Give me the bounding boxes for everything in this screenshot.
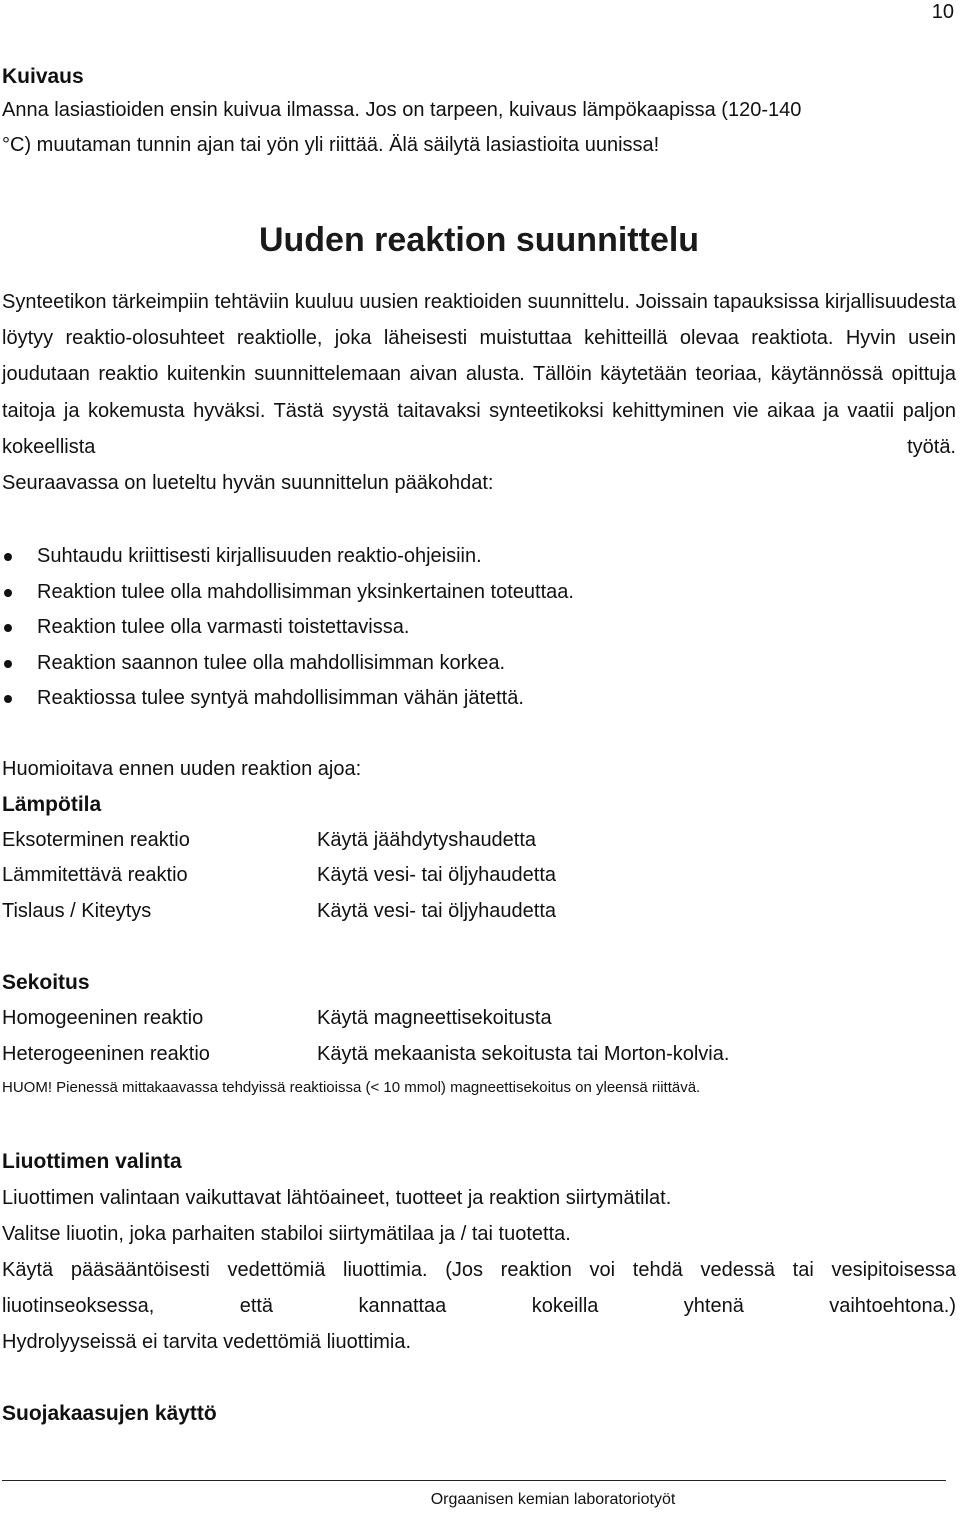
table-row (2, 858, 956, 894)
temperature-condition: Tislaus / Kiteytys (2, 899, 152, 922)
list-item (2, 646, 956, 682)
mixing-condition: Homogeeninen reaktio (2, 1007, 204, 1030)
page-number: 10 (931, 1, 954, 23)
list-item-text: Reaktion saannon tulee olla mahdollisimman korkea. (37, 651, 506, 674)
temperature-advice: Käytä vesi- tai öljyhaudetta (317, 864, 557, 887)
section-heading-solvent: Liuottimen valinta (2, 1150, 182, 1174)
list-item (2, 610, 956, 646)
intro-last-line: Seuraavassa on lueteltu hyvän suunnittelun pääkohdat: (2, 472, 494, 495)
bullet-icon (4, 695, 12, 703)
list-item (2, 575, 956, 611)
kuivaus-line-2: °C) muutaman tunnin ajan tai yön yli riittää. Älä säilytä lasiastioita uunissa! (2, 134, 660, 156)
solvent-line-last: Hydrolyyseissä ei tarvita vedettömiä liuottimia. (2, 1331, 412, 1354)
list-item-text: Reaktion tulee olla mahdollisimman yksinkertainen toteuttaa. (37, 580, 574, 603)
table-row (2, 1037, 956, 1073)
bullet-icon (4, 624, 12, 632)
section-heading-protecting-gases: Suojakaasujen käyttö (2, 1402, 217, 1426)
temperature-advice: Käytä jäähdytyshaudetta (317, 828, 537, 851)
section-heading-kuivaus: Kuivaus (2, 65, 84, 88)
temperature-advice: Käytä vesi- tai öljyhaudetta (317, 899, 557, 922)
table-row (2, 1001, 956, 1037)
list-item (2, 681, 956, 717)
bullet-icon (4, 660, 12, 668)
mixing-note: HUOM! Pienessä mittakaavassa tehdyissä reaktioissa (< 10 mmol) magneettisekoitus on yleensä riittävä. (2, 1079, 701, 1097)
solvent-line-1: Liuottimen valintaan vaikuttavat lähtöaineet, tuotteet ja reaktion siirtymätilat. (2, 1187, 672, 1210)
solvent-line-2: Valitse liuotin, joka parhaiten stabiloi siirtymätilaa ja / tai tuotetta. (2, 1223, 571, 1246)
table-row (2, 894, 956, 930)
kuivaus-line-1: Anna lasiastioiden ensin kuivua ilmassa. Jos on tarpeen, kuivaus lämpökaapissa (120-140 (2, 99, 802, 121)
section-heading-mixing: Sekoitus (2, 971, 90, 995)
design-principles-list (2, 539, 956, 717)
temperature-condition: Eksoterminen reaktio (2, 828, 190, 851)
table-row (2, 823, 956, 859)
page-footer: Orgaanisen kemian laboratoriotyöt (430, 1491, 676, 1508)
temperature-condition: Lämmitettävä reaktio (2, 864, 188, 887)
intro-paragraph: Synteetikon tärkeimpiin tehtäviin kuuluu uusien reaktioiden suunnittelu. Joissain tapauksissa kirjallisuudesta löytyy reaktio-olosuhteet reaktiolle, joka läheisesti muistuttaa kehitteillä olevaa reaktiota. Hyvin usein joudutaan reaktio kuitenkin suunnittelemaan aivan alusta. Tällöin käytetään teoriaa, käytännössä opittuja taitoja ja kokemusta hyväksi. Tästä syystä taitavaksi synteetikoksi kehittyminen vie aikaa ja vaatii paljon kokeellista työtä. (2, 291, 956, 458)
section-heading-temperature: Lämpötila (2, 792, 102, 816)
list-item-text: Suhtaudu kriittisesti kirjallisuuden reaktio-ohjeisiin. (37, 545, 482, 568)
mixing-advice: Käytä mekaanista sekoitusta tai Morton-kolvia. (317, 1042, 730, 1065)
page-title: Uuden reaktion suunnittelu (258, 221, 700, 259)
bullet-icon (4, 589, 12, 597)
list-item-text: Reaktiossa tulee syntyä mahdollisimman vähän jätettä. (37, 687, 524, 710)
mixing-condition: Heterogeeninen reaktio (2, 1042, 210, 1065)
document-body (2, 62, 956, 1432)
footer-divider (2, 1480, 946, 1481)
list-item-text: Reaktion tulee olla varmasti toistettavissa. (37, 616, 410, 639)
solvent-paragraph: Käytä pääsääntöisesti vedettömiä liuottimia. (Jos reaktion voi tehdä vedessä tai vesipitoisessa liuotinseoksessa, että kannattaa kokeilla yhtenä vaihtoehtona.) (2, 1259, 956, 1318)
bullet-icon (4, 553, 12, 561)
list-item (2, 539, 956, 575)
considerations-intro: Huomioitava ennen uuden reaktion ajoa: (2, 757, 362, 780)
mixing-advice: Käytä magneettisekoitusta (317, 1007, 552, 1030)
